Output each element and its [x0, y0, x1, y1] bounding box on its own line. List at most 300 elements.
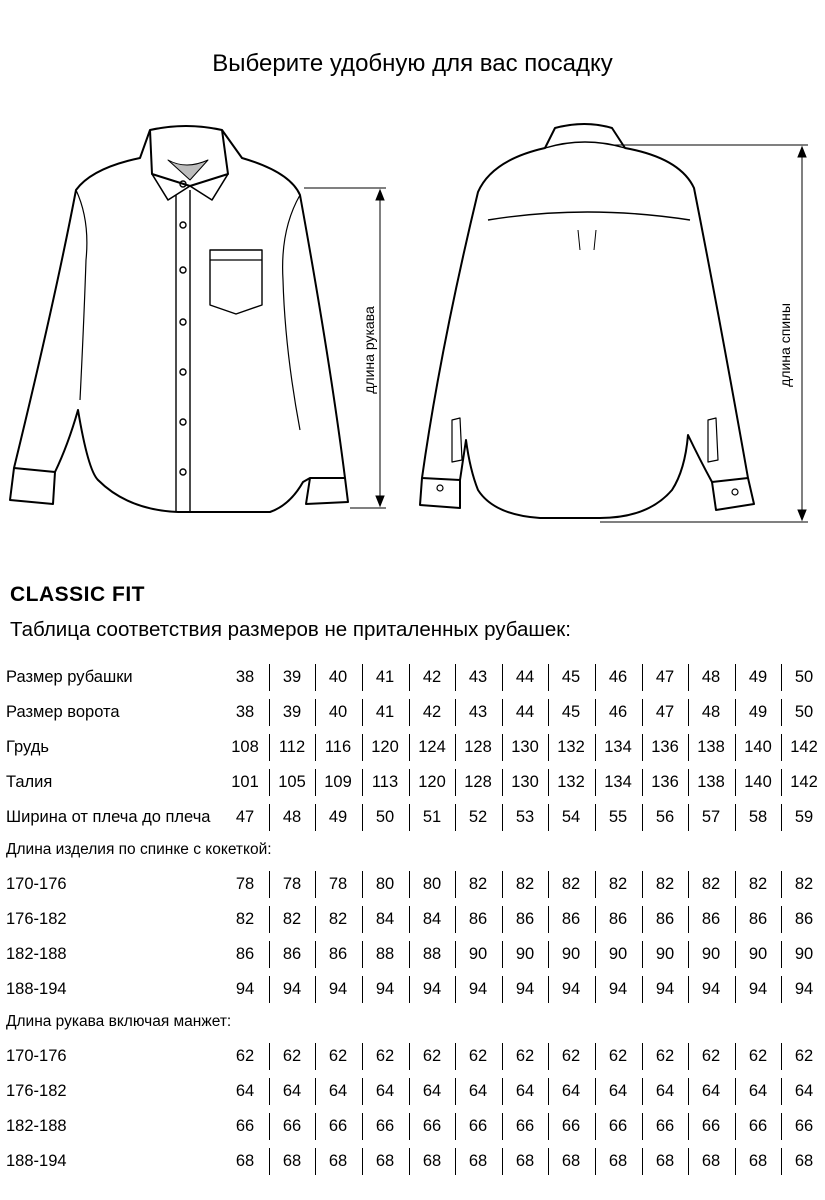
table-cell: 62 — [422, 1047, 442, 1065]
table-cell: 84 — [375, 910, 395, 928]
column-divider — [362, 804, 363, 831]
table-cell: 64 — [608, 1082, 628, 1100]
table-cell: 62 — [328, 1047, 348, 1065]
size-table — [0, 660, 825, 1179]
column-divider — [688, 769, 689, 796]
table-cell: 64 — [515, 1082, 535, 1100]
column-divider — [315, 906, 316, 933]
column-divider — [502, 1043, 503, 1070]
table-cell: 68 — [561, 1152, 581, 1170]
table-cell: 86 — [282, 945, 302, 963]
row-label: Грудь — [6, 738, 49, 756]
back-section-header — [0, 835, 825, 867]
column-divider — [502, 769, 503, 796]
table-cell: 64 — [328, 1082, 348, 1100]
column-divider — [642, 871, 643, 898]
column-divider — [502, 871, 503, 898]
column-divider — [409, 664, 410, 691]
table-cell: 51 — [422, 808, 442, 826]
column-divider — [315, 1043, 316, 1070]
column-divider — [688, 699, 689, 726]
column-divider — [362, 734, 363, 761]
column-divider — [781, 1113, 782, 1140]
column-divider — [315, 664, 316, 691]
table-cell: 66 — [422, 1117, 442, 1135]
table-cell: 130 — [511, 773, 539, 791]
table-cell: 59 — [794, 808, 814, 826]
column-divider — [642, 976, 643, 1003]
column-divider — [269, 871, 270, 898]
column-divider — [735, 699, 736, 726]
column-divider — [595, 1043, 596, 1070]
table-cell: 94 — [794, 980, 814, 998]
column-divider — [688, 1043, 689, 1070]
table-cell: 86 — [235, 945, 255, 963]
table-cell: 86 — [328, 945, 348, 963]
column-divider — [595, 1078, 596, 1105]
table-cell: 124 — [418, 738, 446, 756]
table-cell: 62 — [468, 1047, 488, 1065]
column-divider — [548, 664, 549, 691]
table-cell: 50 — [794, 703, 814, 721]
table-cell: 94 — [701, 980, 721, 998]
column-divider — [455, 769, 456, 796]
table-cell: 64 — [748, 1082, 768, 1100]
column-divider — [315, 1148, 316, 1175]
column-divider — [269, 906, 270, 933]
table-cell: 68 — [701, 1152, 721, 1170]
table-cell: 50 — [375, 808, 395, 826]
table-cell: 86 — [468, 910, 488, 928]
column-divider — [781, 699, 782, 726]
table-cell: 43 — [468, 668, 488, 686]
table-cell: 120 — [418, 773, 446, 791]
column-divider — [548, 699, 549, 726]
table-cell: 56 — [655, 808, 675, 826]
table-cell: 66 — [608, 1117, 628, 1135]
table-cell: 94 — [655, 980, 675, 998]
column-divider — [735, 1113, 736, 1140]
table-cell: 53 — [515, 808, 535, 826]
column-divider — [642, 804, 643, 831]
table-row — [0, 695, 825, 730]
column-divider — [642, 664, 643, 691]
column-divider — [455, 664, 456, 691]
table-cell: 48 — [701, 668, 721, 686]
table-cell: 88 — [422, 945, 442, 963]
column-divider — [409, 804, 410, 831]
table-cell: 55 — [608, 808, 628, 826]
column-divider — [781, 976, 782, 1003]
row-label: 188-194 — [6, 1152, 67, 1170]
table-cell: 62 — [794, 1047, 814, 1065]
column-divider — [455, 976, 456, 1003]
table-cell: 68 — [515, 1152, 535, 1170]
column-divider — [548, 804, 549, 831]
column-divider — [688, 804, 689, 831]
table-cell: 86 — [701, 910, 721, 928]
column-divider — [688, 664, 689, 691]
column-divider — [315, 769, 316, 796]
table-cell: 46 — [608, 703, 628, 721]
table-cell: 86 — [655, 910, 675, 928]
column-divider — [315, 976, 316, 1003]
table-cell: 66 — [468, 1117, 488, 1135]
table-cell: 130 — [511, 738, 539, 756]
column-divider — [781, 734, 782, 761]
table-cell: 64 — [655, 1082, 675, 1100]
table-cell: 62 — [748, 1047, 768, 1065]
sleeve-rows — [0, 1039, 825, 1179]
table-cell: 64 — [235, 1082, 255, 1100]
column-divider — [735, 1043, 736, 1070]
table-row — [0, 1039, 825, 1074]
column-divider — [548, 769, 549, 796]
fit-title: CLASSIC FIT — [10, 583, 145, 606]
table-cell: 138 — [697, 773, 725, 791]
table-row — [0, 660, 825, 695]
column-divider — [595, 906, 596, 933]
column-divider — [409, 734, 410, 761]
table-cell: 88 — [375, 945, 395, 963]
column-divider — [642, 941, 643, 968]
table-cell: 86 — [515, 910, 535, 928]
table-cell: 64 — [282, 1082, 302, 1100]
table-cell: 44 — [515, 703, 535, 721]
column-divider — [595, 664, 596, 691]
table-cell: 90 — [701, 945, 721, 963]
back-rows — [0, 867, 825, 1007]
column-divider — [595, 976, 596, 1003]
table-cell: 64 — [375, 1082, 395, 1100]
column-divider — [781, 769, 782, 796]
table-cell: 47 — [655, 703, 675, 721]
column-divider — [409, 976, 410, 1003]
table-cell: 108 — [231, 738, 259, 756]
column-divider — [735, 1148, 736, 1175]
column-divider — [409, 1148, 410, 1175]
sleeve-section-header — [0, 1007, 825, 1039]
table-cell: 82 — [608, 875, 628, 893]
table-cell: 86 — [748, 910, 768, 928]
table-cell: 94 — [468, 980, 488, 998]
table-cell: 66 — [748, 1117, 768, 1135]
table-cell: 47 — [655, 668, 675, 686]
column-divider — [269, 769, 270, 796]
column-divider — [315, 1078, 316, 1105]
column-divider — [502, 1078, 503, 1105]
table-cell: 82 — [794, 875, 814, 893]
column-divider — [315, 941, 316, 968]
row-label: Размер ворота — [6, 703, 120, 721]
table-cell: 82 — [561, 875, 581, 893]
column-divider — [642, 699, 643, 726]
table-cell: 68 — [235, 1152, 255, 1170]
table-cell: 62 — [515, 1047, 535, 1065]
table-cell: 82 — [701, 875, 721, 893]
column-divider — [735, 941, 736, 968]
table-cell: 42 — [422, 703, 442, 721]
row-label: Ширина от плеча до плеча — [6, 808, 211, 826]
column-divider — [362, 1078, 363, 1105]
column-divider — [781, 906, 782, 933]
column-divider — [269, 1113, 270, 1140]
table-row — [0, 730, 825, 765]
row-label: Размер рубашки — [6, 668, 133, 686]
table-cell: 101 — [231, 773, 259, 791]
table-cell: 49 — [748, 668, 768, 686]
table-cell: 82 — [655, 875, 675, 893]
table-cell: 41 — [375, 668, 395, 686]
column-divider — [362, 1043, 363, 1070]
table-cell: 38 — [235, 668, 255, 686]
table-cell: 80 — [422, 875, 442, 893]
table-cell: 120 — [371, 738, 399, 756]
table-cell: 140 — [744, 738, 772, 756]
column-divider — [735, 734, 736, 761]
table-cell: 39 — [282, 703, 302, 721]
sleeve-length-label: длина рукава — [361, 306, 377, 394]
table-cell: 94 — [608, 980, 628, 998]
table-row — [0, 765, 825, 800]
table-cell: 40 — [328, 703, 348, 721]
column-divider — [642, 1113, 643, 1140]
table-cell: 116 — [324, 738, 352, 756]
table-cell: 46 — [608, 668, 628, 686]
column-divider — [362, 941, 363, 968]
table-cell: 94 — [328, 980, 348, 998]
column-divider — [595, 804, 596, 831]
table-cell: 62 — [282, 1047, 302, 1065]
page-title: Выберите удобную для вас посадку — [212, 50, 613, 77]
row-label: 182-188 — [6, 1117, 67, 1135]
column-divider — [688, 734, 689, 761]
table-cell: 58 — [748, 808, 768, 826]
column-divider — [642, 1078, 643, 1105]
table-cell: 94 — [282, 980, 302, 998]
table-cell: 90 — [748, 945, 768, 963]
table-cell: 68 — [468, 1152, 488, 1170]
row-label: 176-182 — [6, 910, 67, 928]
table-cell: 39 — [282, 668, 302, 686]
table-cell: 86 — [608, 910, 628, 928]
column-divider — [688, 976, 689, 1003]
column-divider — [455, 1113, 456, 1140]
table-cell: 142 — [790, 738, 818, 756]
table-cell: 45 — [561, 703, 581, 721]
table-cell: 82 — [468, 875, 488, 893]
table-cell: 136 — [651, 738, 679, 756]
table-cell: 44 — [515, 668, 535, 686]
table-cell: 68 — [422, 1152, 442, 1170]
table-cell: 94 — [375, 980, 395, 998]
table-cell: 128 — [464, 738, 492, 756]
table-cell: 40 — [328, 668, 348, 686]
column-divider — [502, 1148, 503, 1175]
table-cell: 94 — [235, 980, 255, 998]
column-divider — [362, 871, 363, 898]
table-cell: 90 — [655, 945, 675, 963]
table-cell: 64 — [561, 1082, 581, 1100]
table-cell: 136 — [651, 773, 679, 791]
table-cell: 66 — [794, 1117, 814, 1135]
table-cell: 68 — [794, 1152, 814, 1170]
column-divider — [502, 734, 503, 761]
column-divider — [455, 871, 456, 898]
column-divider — [315, 1113, 316, 1140]
table-cell: 140 — [744, 773, 772, 791]
table-cell: 62 — [235, 1047, 255, 1065]
column-divider — [315, 871, 316, 898]
column-divider — [362, 1113, 363, 1140]
row-label: 188-194 — [6, 980, 67, 998]
table-cell: 90 — [468, 945, 488, 963]
table-cell: 78 — [328, 875, 348, 893]
column-divider — [362, 976, 363, 1003]
table-cell: 138 — [697, 738, 725, 756]
table-cell: 52 — [468, 808, 488, 826]
column-divider — [548, 976, 549, 1003]
table-cell: 128 — [464, 773, 492, 791]
table-cell: 134 — [604, 738, 632, 756]
column-divider — [735, 871, 736, 898]
table-cell: 50 — [794, 668, 814, 686]
column-divider — [688, 1078, 689, 1105]
column-divider — [409, 699, 410, 726]
table-cell: 64 — [422, 1082, 442, 1100]
column-divider — [362, 664, 363, 691]
column-divider — [781, 1043, 782, 1070]
table-cell: 48 — [701, 703, 721, 721]
column-divider — [362, 769, 363, 796]
column-divider — [455, 699, 456, 726]
column-divider — [502, 976, 503, 1003]
table-row — [0, 937, 825, 972]
column-divider — [455, 1148, 456, 1175]
column-divider — [548, 941, 549, 968]
column-divider — [595, 734, 596, 761]
table-cell: 94 — [515, 980, 535, 998]
table-cell: 82 — [515, 875, 535, 893]
column-divider — [688, 1113, 689, 1140]
column-divider — [269, 1078, 270, 1105]
table-cell: 78 — [282, 875, 302, 893]
column-divider — [502, 1113, 503, 1140]
column-divider — [269, 699, 270, 726]
column-divider — [548, 734, 549, 761]
column-divider — [642, 1148, 643, 1175]
column-divider — [781, 941, 782, 968]
column-divider — [595, 1113, 596, 1140]
column-divider — [409, 871, 410, 898]
table-cell: 86 — [561, 910, 581, 928]
table-cell: 68 — [282, 1152, 302, 1170]
table-cell: 112 — [278, 738, 306, 756]
table-cell: 64 — [701, 1082, 721, 1100]
column-divider — [781, 804, 782, 831]
column-divider — [269, 1043, 270, 1070]
column-divider — [269, 804, 270, 831]
table-cell: 86 — [794, 910, 814, 928]
table-cell: 66 — [701, 1117, 721, 1135]
column-divider — [362, 1148, 363, 1175]
table-cell: 90 — [794, 945, 814, 963]
column-divider — [455, 1043, 456, 1070]
back-section-label: Длина изделия по спинке с кокеткой: — [6, 841, 272, 858]
table-cell: 68 — [328, 1152, 348, 1170]
column-divider — [688, 871, 689, 898]
column-divider — [595, 699, 596, 726]
back-length-label: длина спины — [777, 303, 793, 387]
table-cell: 84 — [422, 910, 442, 928]
table-cell: 90 — [515, 945, 535, 963]
table-row — [0, 1109, 825, 1144]
table-cell: 66 — [655, 1117, 675, 1135]
table-cell: 57 — [701, 808, 721, 826]
column-divider — [735, 664, 736, 691]
sleeve-section-label: Длина рукава включая манжет: — [6, 1013, 232, 1030]
column-divider — [315, 804, 316, 831]
column-divider — [502, 941, 503, 968]
column-divider — [362, 699, 363, 726]
table-row — [0, 902, 825, 937]
column-divider — [548, 871, 549, 898]
fit-subtitle: Таблица соответствия размеров не приталенных рубашек: — [10, 618, 571, 641]
table-cell: 142 — [790, 773, 818, 791]
column-divider — [409, 1043, 410, 1070]
column-divider — [595, 1148, 596, 1175]
table-cell: 80 — [375, 875, 395, 893]
column-divider — [409, 1078, 410, 1105]
table-cell: 105 — [278, 773, 306, 791]
column-divider — [735, 906, 736, 933]
table-cell: 54 — [561, 808, 581, 826]
table-cell: 90 — [608, 945, 628, 963]
column-divider — [362, 906, 363, 933]
column-divider — [409, 906, 410, 933]
table-cell: 62 — [561, 1047, 581, 1065]
column-divider — [688, 906, 689, 933]
table-cell: 94 — [748, 980, 768, 998]
table-row — [0, 1074, 825, 1109]
table-cell: 47 — [235, 808, 255, 826]
table-cell: 64 — [794, 1082, 814, 1100]
column-divider — [315, 699, 316, 726]
column-divider — [269, 941, 270, 968]
table-cell: 66 — [375, 1117, 395, 1135]
table-row — [0, 867, 825, 902]
table-row — [0, 972, 825, 1007]
table-cell: 66 — [328, 1117, 348, 1135]
table-cell: 49 — [328, 808, 348, 826]
column-divider — [595, 871, 596, 898]
column-divider — [455, 734, 456, 761]
column-divider — [409, 941, 410, 968]
table-cell: 113 — [371, 773, 399, 791]
column-divider — [502, 699, 503, 726]
column-divider — [269, 1148, 270, 1175]
column-divider — [455, 1078, 456, 1105]
table-cell: 42 — [422, 668, 442, 686]
column-divider — [781, 664, 782, 691]
column-divider — [548, 906, 549, 933]
table-cell: 66 — [282, 1117, 302, 1135]
column-divider — [642, 1043, 643, 1070]
row-label: 170-176 — [6, 1047, 67, 1065]
table-cell: 49 — [748, 703, 768, 721]
row-label: 182-188 — [6, 945, 67, 963]
column-divider — [781, 1078, 782, 1105]
